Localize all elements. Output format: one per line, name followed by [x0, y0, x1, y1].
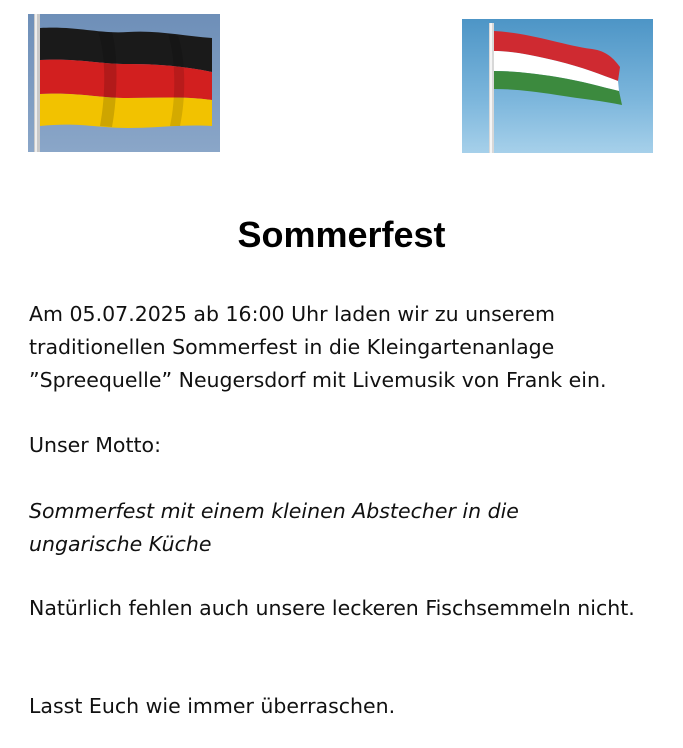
motto-label: Unser Motto:: [29, 433, 161, 457]
hungarian-flag-icon: [462, 19, 653, 153]
german-flag-icon: [28, 14, 220, 152]
flag-pole-highlight: [490, 23, 492, 153]
flag-pole-highlight: [35, 14, 37, 152]
hungarian-flag-graphic: [462, 19, 653, 153]
page-title: Sommerfest: [237, 214, 446, 255]
intro-line: traditionellen Sommerfest in die Kleingartenanlage: [29, 335, 555, 359]
fish-paragraph: Natürlich fehlen auch unsere leckeren Fischsemmeln nicht.: [29, 596, 635, 620]
flag-stripe-gold: [40, 94, 212, 128]
intro-line: ”Spreequelle” Neugersdorf mit Livemusik von Frank ein.: [29, 368, 607, 392]
german-flag-graphic: [28, 14, 220, 152]
intro-line: Am 05.07.2025 ab 16:00 Uhr laden wir zu unserem: [29, 302, 555, 326]
intro-paragraph: [29, 298, 679, 397]
motto-text: [29, 495, 679, 561]
closing-paragraph: Lasst Euch wie immer überraschen.: [29, 694, 396, 718]
motto-line: Sommerfest mit einem kleinen Abstecher in die: [29, 499, 519, 523]
motto-line: ungarische Küche: [29, 532, 212, 556]
